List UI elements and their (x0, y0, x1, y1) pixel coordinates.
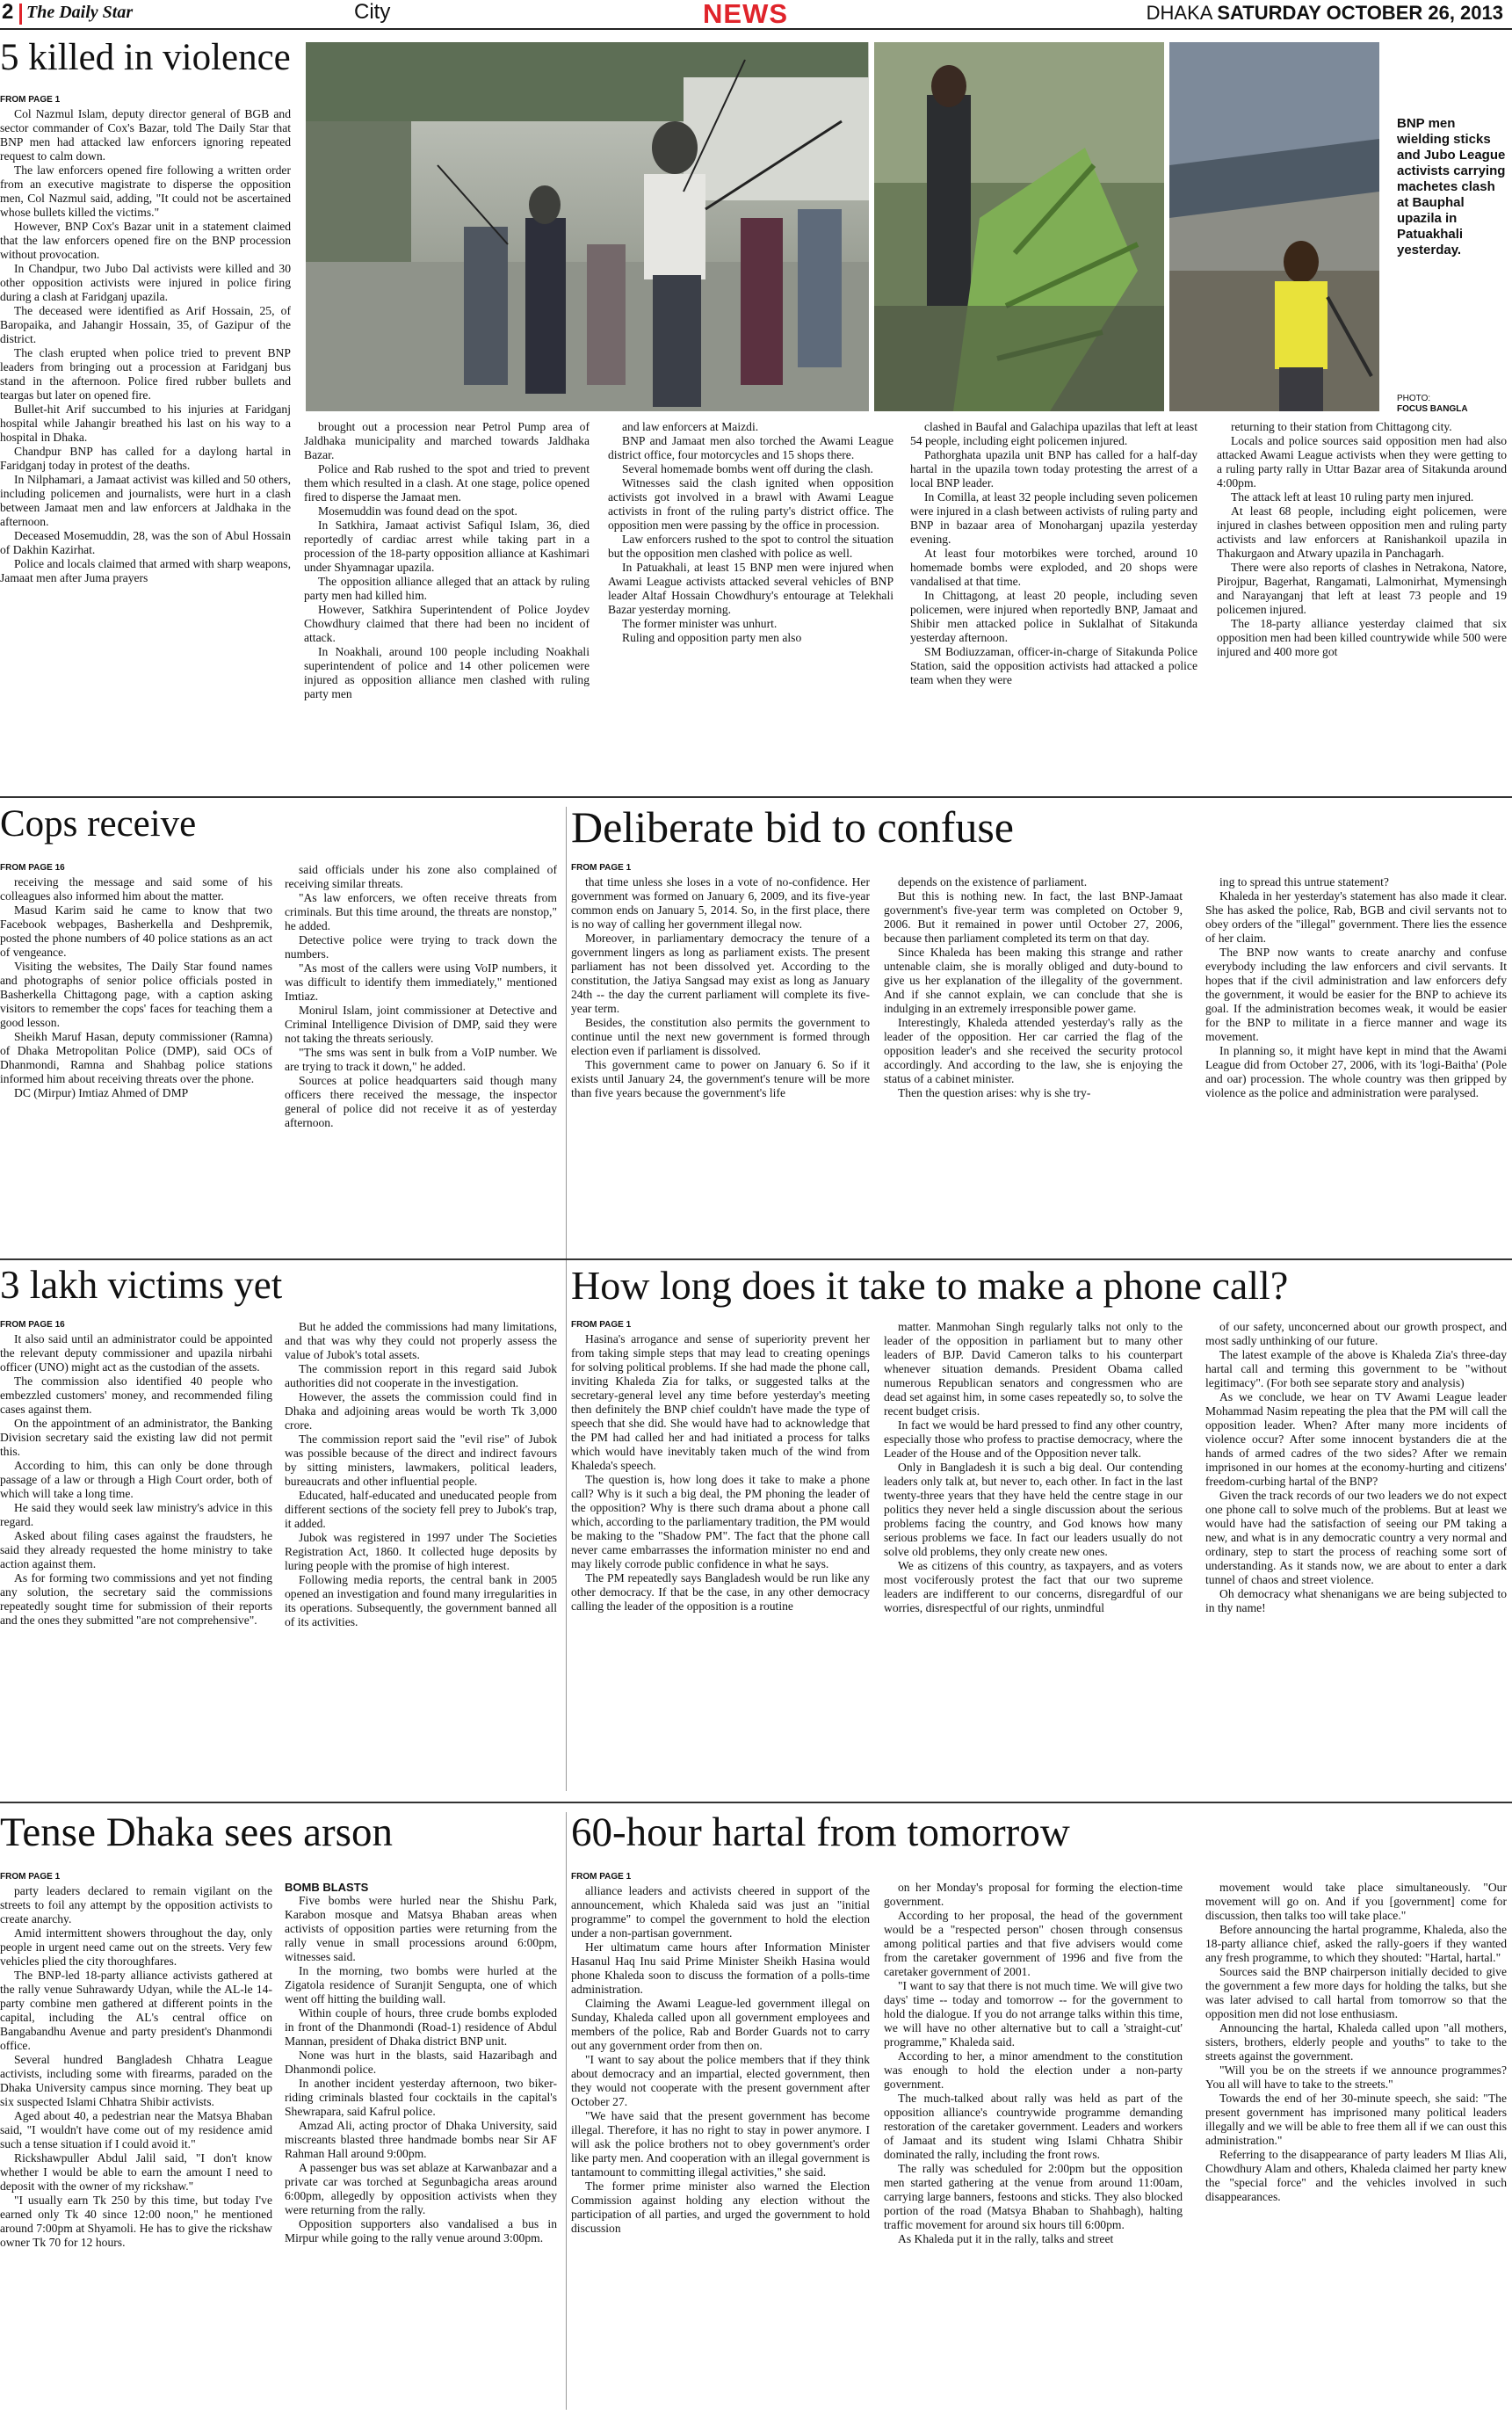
a3-column-1 (571, 863, 870, 1276)
a7-column-3 (1205, 1881, 1507, 2410)
paragraph: As we conclude, we hear on TV Awami League leader Mohammad Nasim repeating the plea that the PM will call the opposition leader. When? After many more incidents of violence occur? After some innocent bystanders die at the hands of armed cadres of the two sides? After we remain imprisoned in our homes at the economy-hurting and citizens' freedom-curbing hartal of the BNP? (1205, 1390, 1507, 1488)
a7-col3-body (1205, 1881, 1507, 2204)
paragraph: ing to spread this untrue statement? (1219, 875, 1389, 888)
photo-credit (1397, 394, 1509, 415)
paragraph: "I usually earn Tk 250 by this time, but today I've earned only Tk 40 since 12:00 noon," he mentioned around 7:00pm at Shyamoli. He has to give the rickshaw owner Tk 70 for 12 hours. (0, 2194, 272, 2249)
a4-column-1 (0, 1320, 272, 1795)
paragraph: Within couple of hours, three crude bombs exploded in front of the Dhanmondi (Road-1) residence of Abdul Mannan, president of Dhaka district BNP unit. (285, 2006, 557, 2048)
a5-col3-body (1205, 1320, 1507, 1615)
paragraph: clashed in Baufal and Galachipa upazilas that left at least 54 people, including eight policemen injured. (910, 420, 1197, 447)
a2-col2-body (285, 863, 557, 1130)
news-label: NEWS (703, 0, 788, 29)
paragraph: Interestingly, Khaleda attended yesterday's rally as the leader of the opposition. Her car carried the flag of the opposition leader's and she received the security protocol accordingly. And according to the law, she is enjoying the status of a cabinet minister. (884, 1016, 1183, 1085)
headline-cops-receive: Cops receive (0, 803, 197, 845)
paragraph: He said they would seek law ministry's advice in this regard. (0, 1501, 272, 1528)
a4-column-2 (285, 1320, 557, 1795)
a1-column-3 (608, 420, 893, 789)
paragraph: The 18-party alliance yesterday claimed that six opposition men had been killed countrywide while 500 were injured and 400 more got (1217, 617, 1507, 658)
paragraph: In Satkhira, Jamaat activist Safiqul Islam, 36, died reportedly of cardiac arrest while taking part in a procession of the 18-party opposition alliance at Kashimari under Shyamnagar upazila. (304, 519, 590, 574)
a3-col1-body (571, 875, 870, 1100)
photo-credit-label: PHOTO: (1397, 394, 1431, 403)
paragraph: "I want to say that there is not much time. We will give two days' time -- today and tomorrow -- for the government to hold the dialogue. If you do not arrange talks within this time, we will have no other alternative but to call a 'straight-cut' programme," Khaleda said. (884, 1979, 1183, 2049)
a5-col1-body (571, 1332, 870, 1614)
paragraph: Visiting the websites, The Daily Star found names and photographs of senior police officials posted in Basherkella Chittagong page, with a caption asking visitors to remember the cops' faces for teaching them a good lesson. (0, 960, 272, 1029)
paragraph: The PM repeatedly says Bangladesh would be run like any other democracy. If that be the case, in any other democracy calling the leader of the opposition is a routine (571, 1571, 870, 1613)
paragraph: Her ultimatum came hours after Information Minister Hasanul Haq Inu said Prime Minister Sheikh Hasina would phone Khaleda soon to discuss the formation of a polls-time administration. (571, 1940, 870, 1996)
paragraph: of our safety, unconcerned about our growth prospect, and most sadly unthinking of our future. (1205, 1320, 1507, 1347)
a6-column-2 (285, 1881, 557, 2410)
paragraph: said officials under his zone also complained of receiving similar threats. (285, 863, 557, 890)
page-number: 2 (2, 0, 14, 24)
paragraph: The former prime minister also warned the Election Commission against holding any election without the participation of all parties, and urged the government to hold discussion (571, 2179, 870, 2235)
paragraph: SM Bodiuzzaman, officer-in-charge of Sitakunda Police Station, said the opposition activists had attacked a police team when they were (910, 645, 1197, 686)
paragraph: It also said until an administrator could be appointed the relevant deputy commissioner and upazila nirbahi officer (UNO) might act as the custodian of the assets. (0, 1332, 272, 1374)
a6-kicker: FROM PAGE 1 (0, 1872, 61, 1882)
paragraph: Sheikh Maruf Hasan, deputy commissioner (Ramna) of Dhaka Metropolitan Police (DMP), said OCs of Dhanmondi, Ramna and Shahbag police stations informed him about receiving threats over the phone. (0, 1030, 272, 1085)
paragraph: In Comilla, at least 32 people including seven policemen were injured in a clash between activists of ruling party and BNP in bazaar area of Monoharganj upazila yesterday evening. (910, 490, 1197, 546)
a2-column-2 (285, 863, 557, 1276)
paragraph: In the morning, two bombs were hurled at the Zigatola residence of Suranjit Sengupta, one of which went off hitting the building wall. (285, 1964, 557, 2005)
paragraph: The BNP now wants to create anarchy and confuse everybody including the law enforcers and civil servants. It hopes that if the civil administration and law enforcers defy the government, it would be easier for the BNP to achieve its goal. If the administration becomes weak, it would be easier for the BNP to militate in a fierce manner and wage its movement. (1205, 946, 1507, 1043)
paragraph: Asked about filing cases against the fraudsters, he said they already requested the home ministry to take action against them. (0, 1529, 272, 1570)
paragraph: Masud Karim said he came to know that two Facebook webpages, Basherkella and Deshpremik, posted the phone numbers of 40 police stations as an act of vengeance. (0, 903, 272, 959)
paragraph: matter. Manmohan Singh regularly talks not only to the leader of the opposition in parliament but to many other leaders of BJP. David Cameron talks to his counterpart whenever situation demands. President Obama called numerous Republican senators and congressmen who are dead set against him, in some cases repeatedly so, to solve the recent budget crisis. (884, 1320, 1183, 1418)
masthead-accent-bar (19, 4, 22, 25)
paragraph: Referring to the disappearance of party leaders M Ilias Ali, Chowdhury Alam and others, Khaleda claimed her party knew the "special force" and the vehicles involved in such disappearances. (1205, 2148, 1507, 2203)
paragraph: brought out a procession near Petrol Pump area of Jaldhaka municipality and marched towards Jaldhaka Bazar. (304, 420, 590, 461)
a3-col3-body (1205, 875, 1507, 1100)
paragraph: There were also reports of clashes in Netrakona, Natore, Pirojpur, Bagerhat, Rangamati, Lalmonirhat, Mymensingh and Narayanganj that left at least 73 people and 19 policemen injured. (1217, 561, 1507, 616)
paragraph: According to him, this can only be done through passage of a law or through a High Court order, both of which will take a long time. (0, 1459, 272, 1500)
paragraph: The former minister was unhurt. (622, 617, 778, 630)
paragraph: receiving the message and said some of his colleagues also informed him about the matter. (0, 875, 272, 903)
paragraph: Before announcing the hartal programme, Khaleda, also the 18-party alliance chief, asked the rally-goers if they wanted any fresh programme, to which they shouted: "Hartal, hartal." (1205, 1923, 1507, 1964)
paragraph: In Chittagong, at least 20 people, including seven policemen, were injured when reportedly BNP, Jamaat and Shibir men attacked police in Suklalhat of Sitakunda yesterday afternoon. (910, 589, 1197, 644)
paragraph: At least 68 people, including eight policemen, were injured in clashes between opposition men and ruling party activists and law enforcers at Ranishankoil upazila in Thakurgaon and Atwary upazila in Panchagarh. (1217, 504, 1507, 560)
paragraph: and law enforcers at Maizdi. (622, 420, 759, 433)
section-divider (0, 1258, 1512, 1260)
paragraph: Five bombs were hurled near the Shishu Park, Karabon mosque and Matsya Bhaban areas when activists of opposition parties were returning from the rally venue in small processions around 6:00pm, witnesses said. (285, 1894, 557, 1963)
paragraph: However, BNP Cox's Bazar unit in a statement claimed that the law enforcers opened fire on the BNP procession without provocation. (0, 220, 291, 261)
a1-column-1 (0, 95, 291, 791)
paragraph: depends on the existence of parliament. (898, 875, 1088, 888)
headline-phone-call: How long does it take to make a phone call? (571, 1263, 1289, 1308)
paragraph: On the appointment of an administrator, the Banking Division secretary said the existing law did not permit this. (0, 1417, 272, 1458)
paragraph: Jubok was registered in 1997 under The Societies Registration Act, 1860. It collected huge deposits by luring people with the promise of high interest. (285, 1531, 557, 1572)
a4-col2-body (285, 1320, 557, 1629)
paragraph: Mosemuddin was found dead on the spot. (318, 504, 517, 518)
paragraph: Bullet-hit Arif succumbed to his injuries at Faridganj hospital while Jahangir breathed his last on his way to a hospital in Dhaka. (0, 402, 291, 444)
paragraph: According to her, a minor amendment to the constitution was enough to hold the election under a non-party government. (884, 2049, 1183, 2091)
paragraph: The commission also identified 40 people who embezzled customers' money, and recommended filing cases against them. (0, 1374, 272, 1416)
paragraph: Several hundred Bangladesh Chhatra League activists, including some with firearms, paraded on the Dhaka University campus since morning. They beat up six suspected Islami Chhatra Shibir activists. (0, 2053, 272, 2108)
headline-5-killed: 5 killed in violence (0, 37, 291, 78)
paragraph: Witnesses said the clash ignited when opposition activists got involved in a brawl with Awami League activists in front of the ruling party's district office. The opposition men were passing by the office in procession. (608, 476, 893, 532)
paragraph: Rickshawpuller Abdul Jalil said, "I don't know whether I would be able to earn the amount I need to deposit with the owner of my rickshaw." (0, 2151, 272, 2193)
headline-60-hour-hartal: 60-hour hartal from tomorrow (571, 1809, 1070, 1855)
paragraph: movement would take place simultaneously. "Our movement will go on. And if you [government] come for discussion, then talks too will take place." (1205, 1881, 1507, 1922)
paragraph: Sources at police headquarters said though many officers there received the message, the inspector general of police did not receive it as of yesterday afternoon. (285, 1074, 557, 1129)
paragraph: Only in Bangladesh it is such a big deal. Our contending leaders only talk at, but never to, each other. In fact in the last twenty-three years that they have held the centre stage in our politics they never held a single discussion about the serious problems facing the country, and God knows how many serious problems we face. In fact our leaders usually do not solve old problems, they only create new ones. (884, 1461, 1183, 1558)
paragraph: Educated, half-educated and uneducated people from different sections of the society fell prey to Jubok's trap, it added. (285, 1489, 557, 1530)
a4-kicker: FROM PAGE 16 (0, 1320, 65, 1330)
paragraph: Announcing the hartal, Khaleda called upon "all mothers, sisters, brothers, elderly people and youths" to take to the streets against the government. (1205, 2021, 1507, 2063)
a1-col2-body (304, 420, 590, 701)
paragraph: returning to their station from Chittagong city. (1231, 420, 1452, 433)
a5-column-3 (1205, 1320, 1507, 1795)
headline-deliberate-bid: Deliberate bid to confuse (571, 802, 1014, 852)
paragraph: Col Nazmul Islam, deputy director general of BGB and sector commander of Cox's Bazar, told The Daily Star that BNP men had attacked law enforcers ignoring repeated request to calm down. (0, 107, 291, 163)
masthead (0, 0, 1512, 30)
a1-col1-body (0, 107, 291, 585)
paragraph: But he added the commissions had many limitations, and that was why they could not properly assess the value of Jubok's total assets. (285, 1320, 557, 1361)
paragraph: Khaleda in her yesterday's statement has also made it clear. She has asked the police, Rab, BGB and civil servants not to obey orders of the "illegal" government. There lies the essence of her claim. (1205, 889, 1507, 945)
dateline-city: DHAKA (1146, 2, 1212, 24)
a1-col4-body (910, 420, 1197, 687)
paragraph: Amzad Ali, acting proctor of Dhaka University, said miscreants blasted three handmade bombs near Sir AF Rahman Hall around 9:00pm. (285, 2119, 557, 2160)
paragraph: The law enforcers opened fire following a written order from an executive magistrate to disperse the opposition men, Col Nazmul said, adding, "It could not be ascertained whose bullets killed the victims." (0, 163, 291, 219)
paragraph: As Khaleda put it in the rally, talks and street (898, 2232, 1114, 2245)
paragraph: This government came to power on January 6. So if it exists until January 24, the government's tenure will be more than five years because the government's life (571, 1058, 870, 1099)
a5-kicker: FROM PAGE 1 (571, 1320, 632, 1330)
a4-col1-body (0, 1332, 272, 1628)
paragraph: Locals and police sources said opposition men had also attacked Awami League activists when they were getting to a ruling party rally in Uttar Bazar area of Sitakunda around 4:00pm. (1217, 434, 1507, 490)
paragraph: Sources said the BNP chairperson initially decided to give the government a few more days for holding the talks, but she was later advised to call hartal from tomorrow so that the opposition men did not lose enthusiasm. (1205, 1965, 1507, 2020)
paragraph: The rally was scheduled for 2:00pm but the opposition men started gathering at the venue from around 11:00am, carrying large banners, festoons and sticks. They also blocked portion of the road (Matsya Bhaban to Shahbagh), halting traffic movement for around six hours till 6:00pm. (884, 2162, 1183, 2231)
paragraph: Pathorghata upazila unit BNP has called for a half-day hartal in the upazila town today protesting the arrest of a local BNP leader. (910, 448, 1197, 490)
headline-3-lakh-victims: 3 lakh victims yet (0, 1263, 283, 1307)
paragraph: BNP and Jamaat men also torched the Awami League district office, four motorcycles and 15 shops there. (608, 434, 893, 461)
a2-kicker: FROM PAGE 16 (0, 863, 65, 873)
paragraph: In Nilphamari, a Jamaat activist was killed and 50 others, including policemen and journalists, were hurt in a clash between Jamaat men and law enforcers at Jaldhaka in the afternoon. (0, 473, 291, 528)
paragraph: Then the question arises: why is she try- (898, 1086, 1091, 1099)
photo-caption: BNP men wielding sticks and Jubo League activists carrying machetes clash at Bauphal upazila in Patuakhali yesterday. (1397, 116, 1506, 257)
paragraph: The commission report said the "evil rise" of Jubok was possible because of the direct and indirect favours by sitting ministers, lawmakers, political leaders, bureaucrats and other influential people. (285, 1432, 557, 1488)
paragraph: Several homemade bombs went off during the clash. (622, 462, 873, 475)
paragraph: The latest example of the above is Khaleda Zia's three-day hartal call and terming this government to be "without legitimacy". (For both see separate story and analysis) (1205, 1348, 1507, 1389)
photo-yellow-shirt-activist (1169, 42, 1379, 411)
a3-column-2 (884, 875, 1183, 1276)
paragraph: According to her proposal, the head of the government would be a "respected person" chosen through consensus among political parties and that five advisers would come from the caretaker government of 1996 and five from the caretaker government of 2001. (884, 1909, 1183, 1978)
a6-col2-body (285, 1894, 557, 2245)
paragraph: At least four motorbikes were torched, around 10 homemade bombs were exploded, and 20 shops were vandalised at that time. (910, 547, 1197, 588)
a6-col1-body (0, 1884, 272, 2250)
paragraph: Law enforcers rushed to the spot to control the situation but the opposition men clashed with police as well. (608, 533, 893, 560)
paragraph: party leaders declared to remain vigilant on the streets to foil any attempt by the opposition activists to create anarchy. (0, 1884, 272, 1925)
a1-column-2 (304, 420, 590, 789)
a2-column-1 (0, 863, 272, 1276)
paragraph: Police and Rab rushed to the spot and tried to prevent them which resulted in a clash. At one stage, police opened fired to disperse the Jamaat men. (304, 462, 590, 504)
paragraph: The attack left at least 10 ruling party men injured. (1231, 490, 1474, 504)
photo-machete-clash (874, 42, 1164, 411)
a5-col2-body (884, 1320, 1183, 1615)
a7-col1-body (571, 1884, 870, 2236)
paragraph: Towards the end of her 30-minute speech, she said: "The present government has imprisoned many political leaders illegally and we will be able to free them all if we can oust this administration." (1205, 2092, 1507, 2147)
paragraph: Since Khaleda has been making this strange and rather untenable claim, she is morally obliged and duty-bound to give us her explanation of the illegality of the government. And if she cannot explain, we can conclude that she is indulging in an extremely irresponsible power game. (884, 946, 1183, 1015)
paragraph: Given the track records of our two leaders we do not expect one phone call to solve much of the problems. But at least we would have had the satisfaction of seeing our PM taking a new, and what is in any democratic country a very normal and ordinary, step to start the process of reaching some sort of understanding. As it stands now, we are about to enter a dark tunnel of chaos and street violence. (1205, 1489, 1507, 1586)
paragraph: However, the assets the commission could find in Dhaka and adjoining areas would be worth Tk 3,000 crore. (285, 1390, 557, 1432)
a6-subhead-bomb-blasts: BOMB BLASTS (285, 1881, 369, 1894)
headline-tense-dhaka: Tense Dhaka sees arson (0, 1809, 393, 1855)
paragraph: Aged about 40, a pedestrian near the Matsya Bhaban said, "I wouldn't have come out of my residence amid such a tense situation if I could avoid it." (0, 2109, 272, 2150)
paragraph: In another incident yesterday afternoon, two biker-riding criminals blasted four cocktails in the capital's Shewrapara, said Kafrul police. (285, 2077, 557, 2118)
paragraph: The clash erupted when police tried to prevent BNP leaders from bringing out a procession at Faridganj bus stand in the afternoon. Police fired rubber bullets and teargas but later on opened fire. (0, 346, 291, 402)
paragraph: "Will you be on the streets if we announce programmes? You all will have to take to the streets." (1205, 2063, 1507, 2091)
a5-column-1 (571, 1320, 870, 1795)
paragraph: In planning so, it might have kept in mind that the Awami League did from October 27, 2006, with its 'logi-Baitha' (Pole and oar) procession. The whole country was then gripped by violence as the police and administration were paralysed. (1205, 1044, 1507, 1099)
paragraph: The commission report in this regard said Jubok authorities did not cooperate in the investigation. (285, 1362, 557, 1389)
paragraph: As for forming two commissions and yet not finding any solution, the secretary said the commissions repeatedly sought time for submission of their reports and the ones they submitted "are not comprehensive". (0, 1571, 272, 1627)
paragraph: "The sms was sent in bulk from a VoIP number. We are trying to track it down," he added. (285, 1046, 557, 1073)
paragraph: In Noakhali, around 100 people including Noakhali superintendent of police and 14 other policemen were injured as opposition alliance men clashed with ruling party men (304, 645, 590, 700)
paragraph: "As most of the callers were using VoIP numbers, it was difficult to identify them immediately," mentioned Imtiaz. (285, 961, 557, 1003)
paragraph: Ruling and opposition party men also (622, 631, 802, 644)
section-label: City (354, 0, 391, 24)
paper-name: The Daily Star (26, 3, 134, 22)
column-divider (566, 1812, 567, 2410)
dateline-date: SATURDAY OCTOBER 26, 2013 (1217, 2, 1503, 24)
a5-column-2 (884, 1320, 1183, 1795)
paragraph: Claiming the Awami League-led government illegal on Sunday, Khaleda called upon all government employees and members of the police, Rab and Border Guards not to carry out any government order from then on. (571, 1997, 870, 2052)
a1-column-5 (1217, 420, 1507, 789)
paragraph: Monirul Islam, joint commissioner at Detective and Criminal Intelligence Division of DMP, said they were not taking the threats seriously. (285, 1004, 557, 1045)
a1-col5-body (1217, 420, 1507, 659)
paragraph: "As law enforcers, we often receive threats from criminals. But this time around, the threats are nonstop," he added. (285, 891, 557, 932)
paragraph: on her Monday's proposal for forming the election-time government. (884, 1881, 1183, 1908)
dateline (1147, 2, 1503, 25)
paragraph: Moreover, in parliamentary democracy the tenure of a government lingers as long as parliament exists. The present parliament has not been dissolved yet. According to the constitution, the Jatiya Sangsad may exist as long as January 24th -- the day the current parliament will complete its five-year term. (571, 932, 870, 1015)
paragraph: Chandpur BNP has called for a daylong hartal in Faridganj today in protest of the deaths. (0, 445, 291, 472)
paragraph: Amid intermittent showers throughout the day, only people in urgent need came out on the streets. Very few vehicles plied the city thoroughfares. (0, 1926, 272, 1968)
paragraph: that time unless she loses in a vote of no-confidence. Her government was formed on January 6, 2009, and its five-year common ends on January 5, 2014. So, in the first place, there is no way of calling her government illegal now. (571, 875, 870, 931)
a1-column-4 (910, 420, 1197, 789)
paragraph: Police and locals claimed that armed with sharp weapons, Jamaat men after Juma prayers (0, 557, 291, 584)
a7-kicker: FROM PAGE 1 (571, 1872, 632, 1882)
paragraph: Deceased Mosemuddin, 28, was the son of Abul Hossain of Dakhin Kazirhat. (0, 529, 291, 556)
a6-column-1 (0, 1872, 272, 2410)
paragraph: In Chandpur, two Jubo Dal activists were killed and 30 other opposition activists were injured in police firing during a clash at Faridganj upazila. (0, 262, 291, 303)
paragraph: None was hurt in the blasts, said Hazaribagh and Dhanmondi police. (285, 2049, 557, 2076)
paragraph: The deceased were identified as Arif Hossain, 25, of Baropaika, and Jahangir Hossain, 35, of Gazipur of the district. (0, 304, 291, 345)
paragraph: However, Satkhira Superintendent of Police Joydev Chowdhury claimed that there had been no incident of attack. (304, 603, 590, 644)
photo-credit-name: FOCUS BANGLA (1397, 404, 1468, 414)
a7-column-1 (571, 1872, 870, 2410)
paragraph: The BNP-led 18-party alliance activists gathered at the rally venue Suhrawardy Udyan, while the AL-le 14-party combine men gathered at different points in the capital, including the AL's central office on Bangabandhu Avenue and party president's Dhanmondi office. (0, 1969, 272, 2052)
paragraph: "We have said that the present government has become illegal. Therefore, it has no right to stay in power anymore. I will ask the police brothers not to obey government's order like party men. And cooperation with an illegal government is tantamount to committing illegal activities," she said. (571, 2109, 870, 2179)
a3-col2-body (884, 875, 1183, 1100)
paragraph: "I want to say about the police members that if they think about democracy and an impartial, elected government, then they would not cooperate with the present government after October 27. (571, 2053, 870, 2108)
paragraph: We as citizens of this country, as taxpayers, and as voters most vociferously protest the fact that our two supreme leaders are indifferent to our concerns, disregardful of our worries, disrespectful of our rights, unmindful (884, 1559, 1183, 1614)
a2-col1-body (0, 875, 272, 1100)
paragraph: In fact we would be hard pressed to find any other country, especially those who profess to practise democracy, where the Leader of the House and of the Opposition never talk. (884, 1418, 1183, 1460)
paragraph: But this is nothing new. In fact, the last BNP-Jamaat government's five-year term was completed on October 9, 2006. But it remained in power until October 27, 2006, because then parliament completed its term on that day. (884, 889, 1183, 945)
section-divider (0, 796, 1512, 798)
paragraph: Opposition supporters also vandalised a bus in Mirpur while going to the rally venue around 3:00pm. (285, 2217, 557, 2245)
column-divider (566, 807, 567, 1273)
photo-clash-crowd (306, 42, 869, 411)
a7-col2-body (884, 1881, 1183, 2246)
paragraph: Detective police were trying to track down the numbers. (285, 933, 557, 961)
paragraph: In Patuakhali, at least 15 BNP men were injured when Awami League activists attacked several vehicles of BNP leader Altaf Hossain Chowdhury's entourage at Telekhali Bazar yesterday morning. (608, 561, 893, 616)
column-divider (566, 1266, 567, 1791)
paragraph: Hasina's arrogance and sense of superiority prevent her from taking simple steps that may lead to creating openings for solving political problems. If she had made the phone call, inviting Khaleda Zia for talks, or suggested talks at the secretary-general level any time before yesterday's meeting then definitely the BNP chief couldn't have made the type of speech that she did. She would have had to acknowledge that the PM had called her and had initiated a process for talks which would have inevitably taken much of the wind from Khaleda's speech. (571, 1332, 870, 1472)
paragraph: alliance leaders and activists cheered in support of the announcement, which Khaleda said was just an "initial programme" to compel the government to hold the election under a non-partisan government. (571, 1884, 870, 1940)
paragraph: Following media reports, the central bank in 2005 opened an investigation and found many irregularities in its operations. Subsequently, the government banned all of its activities. (285, 1573, 557, 1628)
section-divider (0, 1802, 1512, 1803)
a3-column-3 (1205, 875, 1507, 1276)
paragraph: The much-talked about rally was held as part of the opposition alliance's countrywide programme demanding restoration of the caretaker government. Leaders and workers of Jamaat and its student wing Islami Chhatra Shibir dominated the rally, including the front rows. (884, 2092, 1183, 2161)
paragraph: DC (Mirpur) Imtiaz Ahmed of DMP (14, 1086, 189, 1099)
paragraph: The opposition alliance alleged that an attack by ruling party men had killed him. (304, 575, 590, 602)
a1-col3-body (608, 420, 893, 645)
paragraph: Oh democracy what shenanigans we are being subjected to in thy name! (1205, 1587, 1507, 1614)
paragraph: A passenger bus was set ablaze at Karwanbazar and a private car was torched at Segunbagicha areas around 6:00pm, allegedly by opposition activists when they were returning from the rally. (285, 2161, 557, 2216)
a1-kicker: FROM PAGE 1 (0, 95, 61, 105)
a7-column-2 (884, 1881, 1183, 2410)
paragraph: The question is, how long does it take to make a phone call? Why is it such a big deal, the PM phoning the leader of the opposition? Why is there such drama about a phone call which, according to the parliamentary tradition, the PM would be making to the "Shadow PM". The fact that the phone call never came embarrasses the information minister no end and may likely corrode public confidence in what he says. (571, 1473, 870, 1570)
a3-kicker: FROM PAGE 1 (571, 863, 632, 873)
paragraph: Besides, the constitution also permits the government to continue until the next new government is formed through election even if parliament is dissolved. (571, 1016, 870, 1057)
